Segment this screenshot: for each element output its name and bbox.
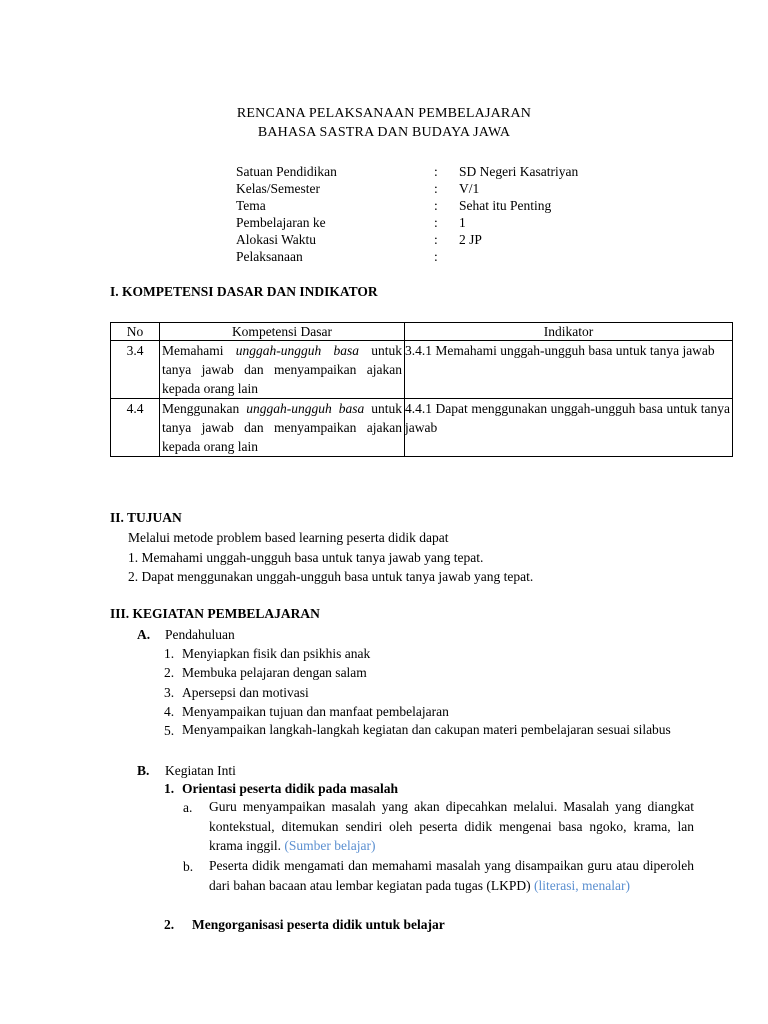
step-sub-note: (Sumber belajar) bbox=[284, 838, 376, 853]
section-heading: I. KOMPETENSI DASAR DAN INDIKATOR bbox=[110, 284, 378, 299]
list-item: Menyampaikan tujuan dan manfaat pembelajaran bbox=[182, 704, 449, 719]
table-cell-kd bbox=[160, 399, 405, 457]
info-colon: : bbox=[434, 181, 438, 196]
section-heading: II. TUJUAN bbox=[110, 510, 182, 525]
table-cell-no: 4.4 bbox=[111, 399, 160, 457]
info-value: 1 bbox=[459, 215, 466, 230]
list-item: Apersepsi dan motivasi bbox=[182, 685, 309, 700]
list-number: 2. bbox=[164, 665, 175, 680]
info-colon: : bbox=[434, 215, 438, 230]
info-label: Pembelajaran ke bbox=[236, 215, 326, 230]
table-cell-indikator: 4.4.1 Dapat menggunakan unggah-ungguh basa untuk tanya jawab bbox=[405, 399, 733, 457]
info-colon: : bbox=[434, 249, 438, 264]
table-cell-no: 3.4 bbox=[111, 341, 160, 399]
table-cell-kd bbox=[160, 341, 405, 399]
info-label: Satuan Pendidikan bbox=[236, 164, 337, 179]
kd-italic-text: unggah-ungguh basa bbox=[235, 343, 359, 358]
table-header-row bbox=[111, 323, 733, 341]
table-header: Kompetensi Dasar bbox=[160, 323, 405, 341]
table-header: Indikator bbox=[405, 323, 733, 341]
document-subtitle: BAHASA SASTRA DAN BUDAYA JAWA bbox=[257, 125, 511, 140]
step-sub-body: Peserta didik mengamati dan memahami masalah yang disampaikan guru atau diperoleh dari bahan bacaan atau lembar kegiatan pada tugas (LKPD) bbox=[209, 858, 694, 893]
kd-text: Menggunakan bbox=[162, 401, 247, 416]
table-row bbox=[111, 399, 733, 457]
info-label: Kelas/Semester bbox=[236, 181, 320, 196]
step-sub-text bbox=[209, 797, 694, 856]
step-sub-text bbox=[209, 856, 694, 895]
subsection-label: B. bbox=[137, 763, 150, 778]
info-colon: : bbox=[434, 198, 438, 213]
subsection-title: Pendahuluan bbox=[165, 627, 235, 642]
kd-text: Memahami bbox=[162, 343, 236, 358]
info-label: Tema bbox=[236, 198, 266, 213]
kd-text: untuk tanya jawab dan menyampaikan ajakan kepada orang lain bbox=[162, 343, 402, 396]
info-value: Sehat itu Penting bbox=[459, 198, 552, 213]
list-item: Menyiapkan fisik dan psikhis anak bbox=[182, 646, 371, 661]
info-colon: : bbox=[434, 232, 438, 247]
table-cell-indikator: 3.4.1 Memahami unggah-ungguh basa untuk tanya jawab bbox=[405, 341, 733, 399]
tujuan-item: 2. Dapat menggunakan unggah-ungguh basa untuk tanya jawab yang tepat. bbox=[128, 569, 534, 584]
table-header: No bbox=[111, 323, 160, 341]
table-row bbox=[111, 341, 733, 399]
step-sub-body: Guru menyampaikan masalah yang akan dipecahkan melalui. Masalah yang diangkat kontekstual, ditemukan sendiri oleh peserta didik mengenai basa ngoko, krama, lan krama inggil. bbox=[209, 799, 694, 853]
list-item: Membuka pelajaran dengan salam bbox=[182, 665, 367, 680]
info-value: 2 JP bbox=[459, 232, 482, 247]
subsection-title: Kegiatan Inti bbox=[165, 763, 236, 778]
info-label: Alokasi Waktu bbox=[236, 232, 317, 247]
list-item: Menyampaikan langkah-langkah kegiatan dan cakupan materi pembelajaran sesuai silabus bbox=[182, 722, 671, 737]
info-label: Pelaksanaan bbox=[236, 249, 303, 264]
step-title: Mengorganisasi peserta didik untuk belajar bbox=[192, 917, 445, 932]
step-sub-note: (literasi, menalar) bbox=[533, 877, 630, 893]
kd-text: untuk tanya jawab dan menyampaikan ajakan kepada orang lain bbox=[162, 401, 402, 454]
step-sub-label: a. bbox=[183, 800, 193, 815]
document-title: RENCANA PELAKSANAAN PEMBELAJARAN bbox=[236, 106, 532, 121]
step-number: 1. bbox=[164, 781, 175, 796]
competency-table bbox=[110, 322, 733, 457]
list-number: 4. bbox=[164, 704, 175, 719]
info-value: V/1 bbox=[459, 181, 480, 196]
step-number: 2. bbox=[164, 917, 175, 932]
section-heading: III. KEGIATAN PEMBELAJARAN bbox=[110, 606, 320, 621]
subsection-label: A. bbox=[137, 627, 151, 642]
list-number: 1. bbox=[164, 646, 175, 661]
step-sub-label: b. bbox=[183, 859, 194, 874]
kd-italic-text: unggah-ungguh basa bbox=[246, 401, 365, 416]
info-colon: : bbox=[434, 164, 438, 179]
info-value: SD Negeri Kasatriyan bbox=[459, 164, 579, 179]
tujuan-intro: Melalui metode problem based learning peserta didik dapat bbox=[128, 530, 449, 545]
list-number: 5. bbox=[164, 723, 175, 738]
step-title: Orientasi peserta didik pada masalah bbox=[182, 781, 399, 796]
list-number: 3. bbox=[164, 685, 175, 700]
tujuan-item: 1. Memahami unggah-ungguh basa untuk tanya jawab yang tepat. bbox=[128, 550, 484, 565]
